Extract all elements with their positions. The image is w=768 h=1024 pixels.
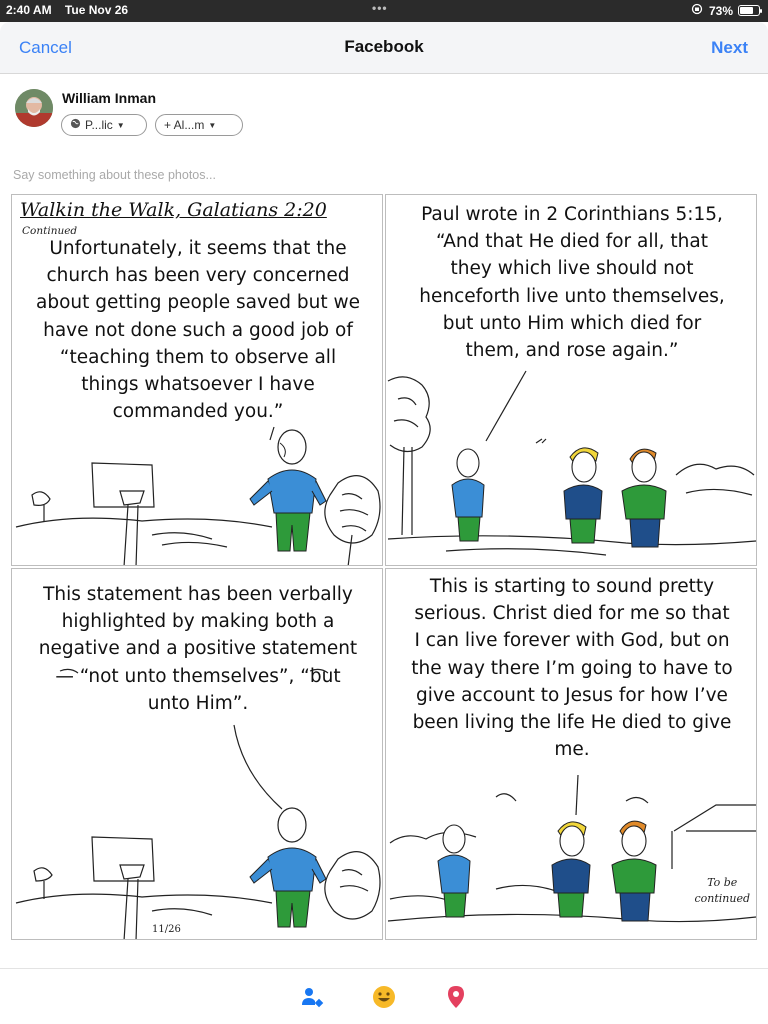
panel-4-line: give account to Jesus for how I’ve [416, 684, 728, 706]
status-time-date [6, 3, 128, 17]
cancel-button[interactable]: Cancel [19, 38, 72, 57]
panel-4-text [394, 573, 750, 763]
panel-4-line: me. [554, 739, 590, 761]
panel-1-line: church has been very concerned [46, 265, 350, 287]
panel-4-line: I can live forever with God, but on [414, 630, 730, 652]
privacy-selector[interactable] [61, 114, 147, 136]
panel-3-line: — “not unto themselves”, “but [55, 665, 341, 687]
post-text-input[interactable]: Say something about these photos... [13, 168, 216, 182]
status-right [690, 3, 760, 18]
panel-2-line: Paul wrote in 2 Corinthians 5:15, [421, 204, 723, 225]
panel-4-line: the way there I’m going to have to [411, 657, 733, 679]
avatar-photo [15, 89, 53, 127]
comic-panel-2 [385, 194, 757, 566]
panel-1-line: commanded you.” [112, 401, 284, 423]
location-icon[interactable] [444, 985, 468, 1009]
panel-1-line: things whatsoever I have [81, 374, 315, 396]
album-selector[interactable] [155, 114, 243, 136]
tag-people-icon[interactable] [300, 985, 324, 1009]
composer-toolbar [0, 968, 768, 1024]
panel-3-line: highlighted by making both a [61, 611, 335, 633]
panel-3-line: negative and a positive statement [38, 638, 358, 660]
comic-date: 11/26 [152, 924, 181, 935]
comic-continued-label: Continued [22, 225, 78, 237]
panel-1-line: have not done such a good job of [43, 319, 353, 341]
nav-bar [0, 22, 768, 74]
comic-title: Walkin the Walk, Galatians 2:20 [20, 199, 327, 221]
multitask-dots[interactable]: ••• [372, 1, 388, 15]
orientation-lock-icon [690, 3, 704, 18]
panel-1-text [20, 235, 376, 425]
panel-4-line: serious. Christ died for me so that [414, 603, 730, 625]
caret-down-icon: ▼ [116, 120, 125, 130]
panel-3-line: unto Him”. [147, 692, 249, 714]
status-time: 2:40 AM [6, 3, 52, 17]
continued-label: continued [694, 892, 750, 905]
panel-2-line: but unto Him which died for [442, 312, 702, 334]
user-name: William Inman [62, 90, 157, 106]
comic-panel-4 [385, 568, 757, 940]
battery-percent: 73% [708, 3, 733, 18]
feeling-icon[interactable] [372, 985, 396, 1009]
panel-4-line: been living the life He died to give [412, 712, 732, 734]
status-bar [0, 0, 768, 22]
panel-4-line: This is starting to sound pretty [429, 576, 715, 597]
avatar[interactable] [15, 89, 53, 127]
panel-1-line: “teaching them to observe all [59, 346, 337, 368]
to-be-continued-note [694, 875, 750, 907]
globe-icon [70, 118, 81, 132]
battery-icon [738, 5, 760, 16]
panel-2-line: henceforth live unto themselves, [419, 285, 725, 307]
panel-1-line: about getting people saved but we [35, 292, 360, 314]
panel-3-line: This statement has been verbally [43, 584, 353, 605]
panel-3-text [20, 581, 376, 717]
comic-panel-3 [11, 568, 383, 940]
page-title: Facebook [344, 37, 424, 56]
next-button[interactable]: Next [711, 38, 748, 57]
panel-2-line: “And that He died for all, that [436, 231, 708, 253]
panel-2-line: they which live should not [450, 258, 694, 280]
to-be-label: To be [707, 876, 738, 889]
panel-1-line: Unfortunately, it seems that the [49, 238, 347, 259]
privacy-label: P...lic [85, 118, 113, 132]
panel-2-text [394, 201, 750, 364]
album-label: + Al...m [164, 118, 205, 132]
caret-down-icon: ▼ [208, 120, 217, 130]
comic-photo[interactable] [10, 194, 758, 940]
panel-2-line: them, and rose again.” [465, 340, 679, 362]
status-date: Tue Nov 26 [64, 3, 129, 17]
comic-panel-1 [11, 194, 383, 566]
